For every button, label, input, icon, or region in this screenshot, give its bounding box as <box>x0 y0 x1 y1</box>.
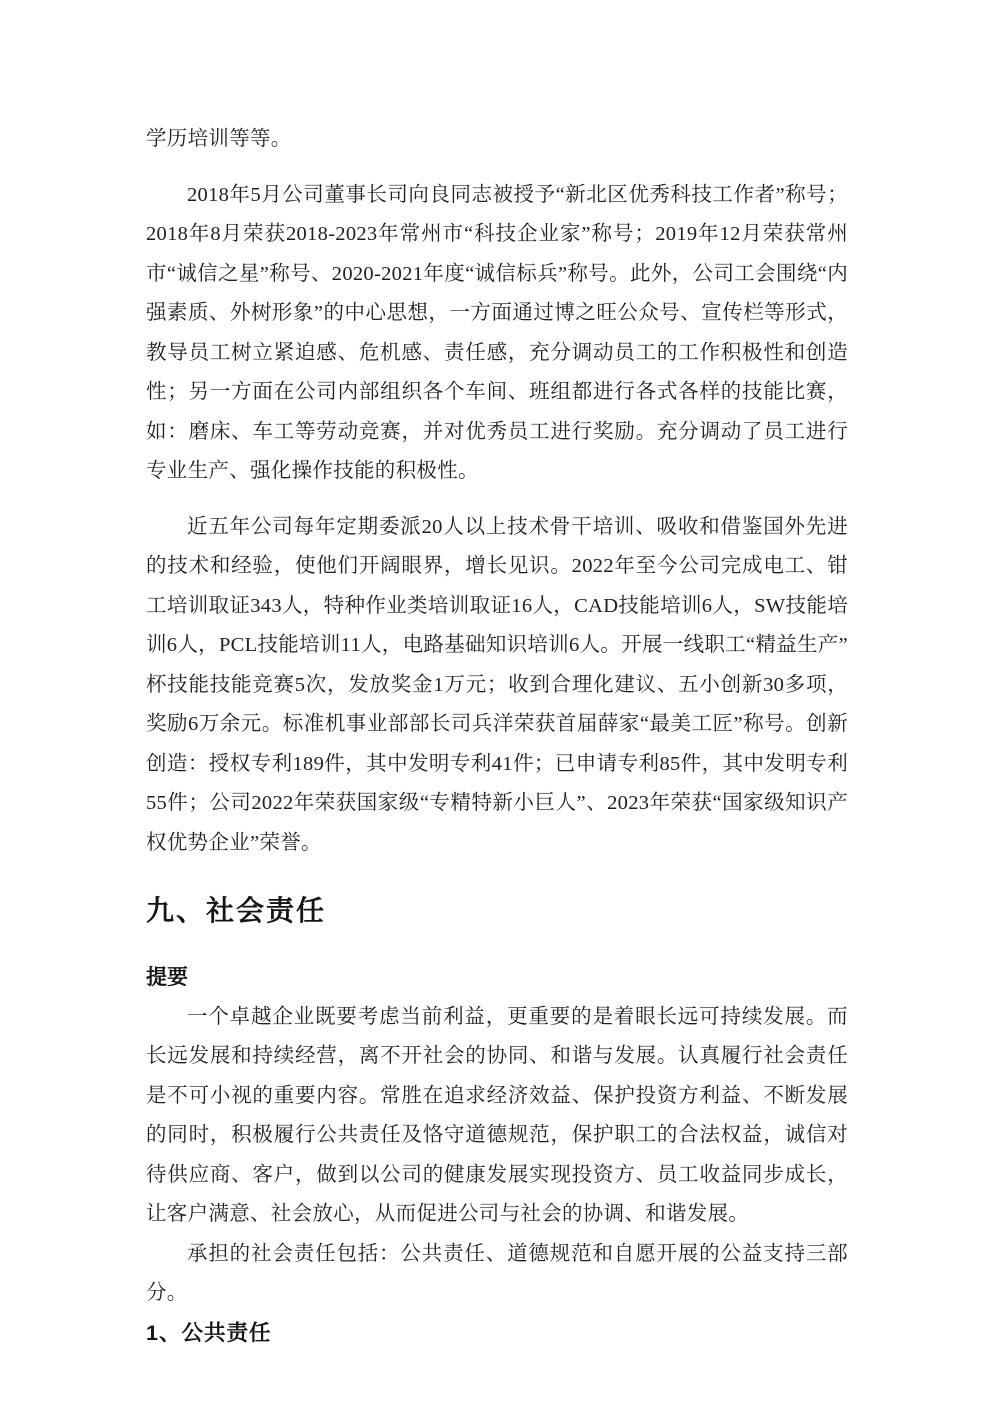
paragraph-training-patents: 近五年公司每年定期委派20人以上技术骨干培训、吸收和借鉴国外先进的技术和经验，使他们开阔眼界，增长见识。2022年至今公司完成电工、钳工培训取证343人，特种作业类培训取证16人，CAD技能培训6人，SW技能培训6人，PCL技能培训11人，电路基础知识培训6人。开展一线职工“精益生产”杯技能技能竞赛5次，发放奖金1万元；收到合理化建议、五小创新30多项，奖励6万余元。标准机事业部部长司兵洋荣获首届薛家“最美工匠”称号。创新创造：授权专利189件，其中发明专利41件；已申请专利85件，其中发明专利55件；公司2022年荣获国家级“专精特新小巨人”、2023年荣获“国家级知识产权优势企业”荣誉。 <box>146 515 848 854</box>
paragraph-continuation: 学历培训等等。 <box>146 128 292 150</box>
summary-label: 提要 <box>146 966 188 989</box>
subsection-heading-public-responsibility: 1、公共责任 <box>146 1320 272 1345</box>
paragraph-responsibility-parts: 承担的社会责任包括：公共责任、道德规范和自愿开展的公益支持三部分。 <box>146 1242 848 1304</box>
paragraph-summary: 一个卓越企业既要考虑当前利益，更重要的是着眼长远可持续发展。而长远发展和持续经营，离不开社会的协同、和谐与发展。认真履行社会责任是不可小视的重要内容。常胜在追求经济效益、保护投资方利益、不断发展的同时，积极履行公共责任及恪守道德规范，保护职工的合法权益，诚信对待供应商、客户，做到以公司的健康发展实现投资方、员工收益同步成长，让客户满意、社会放心，从而促进公司与社会的协调、和谐发展。 <box>146 1005 848 1225</box>
section-heading-social-responsibility: 九、社会责任 <box>146 895 327 926</box>
paragraph-awards-honors: 2018年5月公司董事长司向良同志被授予“新北区优秀科技工作者”称号；2018年8月荣获2018-2023年常州市“科技企业家”称号；2019年12月荣获常州市“诚信之星”称号、2020-2021年度“诚信标兵”称号。此外，公司工会围绕“内强素质、外树形象”的中心思想，一方面通过博之旺公众号、宣传栏等形式，教导员工树立紧迫感、危机感、责任感，充分调动员工的工作积极性和创造性；另一方面在公司内部组织各个车间、班组都进行各式各样的技能比赛，如：磨床、车工等劳动竞赛，并对优秀员工进行奖励。充分调动了员工进行专业生产、强化操作技能的积极性。 <box>146 183 848 482</box>
